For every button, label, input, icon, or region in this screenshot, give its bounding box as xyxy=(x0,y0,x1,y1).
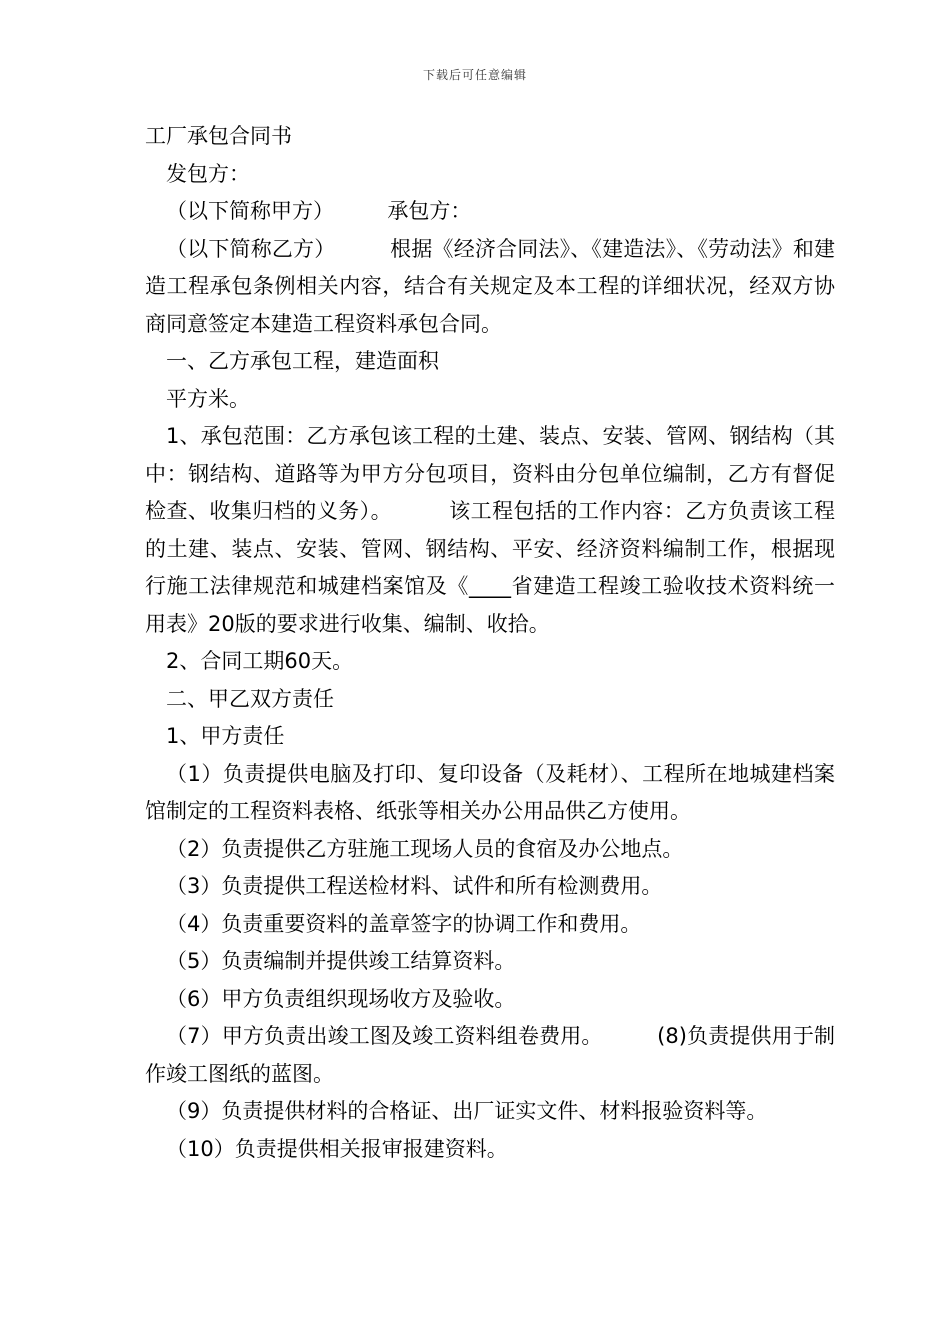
duty-item-4: （4）负责重要资料的盖章签字的协调工作和费用。 xyxy=(166,911,642,936)
duty-item-9: （9）负责提供材料的合格证、出厂证实文件、材料报验资料等。 xyxy=(166,1099,768,1123)
section-2-heading: 二、甲乙双方责任 xyxy=(166,686,334,711)
document-body xyxy=(145,118,835,1168)
duty-item-1: （1）负责提供电脑及打印、复印设备（及耗材）、工程所在地城建档案馆制定的工程资料表格、纸张等相关办公用品供乙方使用。 xyxy=(145,761,835,823)
duty-item-5: （5）负责编制并提供竣工结算资料。 xyxy=(166,949,516,973)
area-unit-line: 平方米。 xyxy=(166,386,250,411)
document-title: 工厂承包合同书 xyxy=(145,124,292,148)
scope-paragraph: 1、承包范围：乙方承包该工程的土建、装点、安装、管网、钢结构（其中：钢结构、道路等为甲方分包项目，资料由分包单位编制，乙方有督促检查、收集归档的义务）。 该工程包括的工作内容：乙方负责该工程的土建、装点、安装、管网、钢结构、平安、经济资料编制工作，根据现行施工法律规范和城建档案馆及《____省建造工程竣工验收技术资料统一用表》20版的要求进行收集、编制、收拾。 xyxy=(145,424,835,636)
duration-paragraph: 2、合同工期60天。 xyxy=(166,649,354,673)
preamble-paragraph: （以下简称乙方） 根据《经济合同法》、《建造法》、《劳动法》和建造工程承包条例相关内容，结合有关规定及本工程的详细状况，经双方协商同意签定本建造工程资料承包合同。 xyxy=(145,236,835,336)
duty-item-3: （3）负责提供工程送检材料、试件和所有检测费用。 xyxy=(166,874,663,898)
party-a-duties-heading: 1、甲方责任 xyxy=(166,724,285,748)
page-header: 下载后可任意编辑 xyxy=(422,68,527,82)
duty-item-2: （2）负责提供乙方驻施工现场人员的食宿及办公地点。 xyxy=(166,836,684,861)
duty-item-6: （6）甲方负责组织现场收方及验收。 xyxy=(166,986,516,1011)
party-a-line: 发包方： xyxy=(166,161,250,186)
party-b-line: （以下简称甲方） 承包方： xyxy=(166,199,472,223)
duty-item-10: （10）负责提供相关报审报建资料。 xyxy=(166,1136,508,1161)
duty-item-7-8: （7）甲方负责出竣工图及竣工资料组卷费用。 (8)负责提供用于制作竣工图纸的蓝图。 xyxy=(145,1024,835,1086)
section-1-heading: 一、乙方承包工程，建造面积 xyxy=(166,349,439,373)
